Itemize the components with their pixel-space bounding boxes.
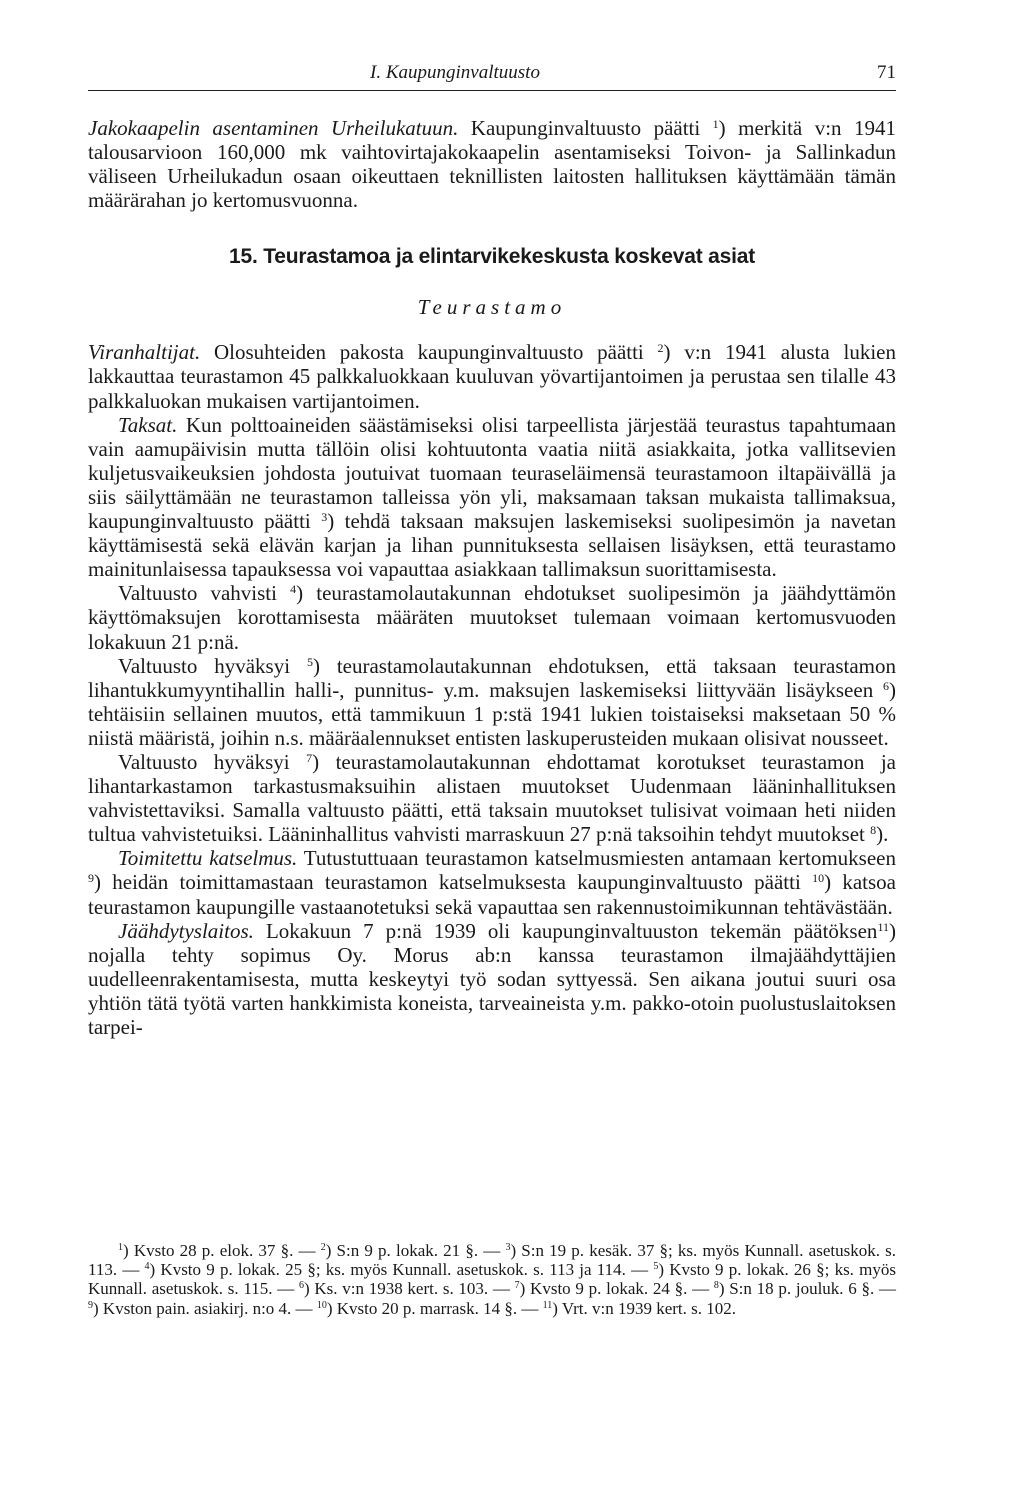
footnote-number: 6	[298, 1280, 304, 1292]
paragraph-text: ).	[876, 822, 889, 847]
paragraph-text: ) merkitä v:n 1941 talousarvioon 160,000 mk vaihtovirtajakokaapelin asentamiseksi Toivon- ja Sallinkadun väliseen Urheilukadun osaan oikeuttaen teknillisten laitosten hallituksen käyttämään tämän määrärahan jo kertomusvuonna.	[88, 116, 896, 213]
paragraph-text: Lokakuun 7 p:nä 1939 oli kaupunginvaltuuston tekemän päätöksen	[253, 918, 878, 943]
footnote-ref: 11	[877, 919, 889, 934]
footnote-ref: 1	[712, 117, 719, 131]
paragraph-text: Kun polttoaineiden säästämiseksi olisi tarpeellista järjestää teurastus tapahtumaan vain aamupäivisin mutta tällöin olisi kohtuutonta vaatia niitä asiakkaita, jotka vallitsevien kuljetusvaikeuksien johdosta joutuivat tuomaan teuraseläimensä teurastamoon iltapäivällä ja siis säilyttämään ne teurastamon talleissa yön yli, maksamaan taksan mukaista tallimaksua, kaupunginvaltuusto päätti	[88, 412, 896, 534]
paragraph-text: ) teurastamolautakunnan ehdotuksen, että taksaan teurastamon lihantukkumyyntihallin halli-, punnitus- y.m. maksujen laskemiseksi liittyvään lisäykseen	[88, 653, 896, 702]
footnote-ref: 10	[812, 871, 825, 886]
footnotes	[88, 1241, 896, 1318]
paragraph-text: Olosuhteiden pakosta kaupunginvaltuusto päätti	[200, 340, 658, 365]
footnote-entry: ) Vrt. v:n 1939 kert. s. 102.	[552, 1298, 736, 1318]
paragraph-lead: Toimitettu katselmus.	[118, 846, 298, 871]
footnote-number: 4	[144, 1261, 150, 1273]
footnote-entry: ) S:n 18 p. jouluk. 6 §. —	[718, 1279, 896, 1299]
paragraph-text: Valtuusto hyväksyi	[118, 653, 307, 678]
footnote-entry: ) S:n 19 p. kesäk. 37 §; ks. myös Kunnall. asetuskok. s. 113. —	[88, 1241, 897, 1280]
footnote-number: 5	[653, 1261, 659, 1273]
footnote-ref: 7	[306, 750, 313, 765]
footnote-entry: ) S:n 9 p. lokak. 21 §. —	[325, 1241, 506, 1260]
paragraph-text: ) tehtäisiin sellainen muutos, että tammikuun 1 p:stä 1941 lukien toistaiseksi maksetaan 50 % niistä määristä, joihin n.s. määräalennukset entisten laskuperusteiden mukaan olisivat nousseet.	[88, 677, 896, 750]
paragraph-lead: Jakokaapelin asentaminen Urheilukatuun.	[88, 116, 459, 140]
paragraph-text: ) katsoa teurastamon kaupungille vastaanotetuksi sekä vapauttaa sen rakennustoimikunnan tehtävästään.	[88, 870, 896, 919]
paragraph-lihantukkumyyntihalli	[88, 654, 896, 750]
footnote-ref: 4	[290, 582, 297, 597]
paragraph-viranhaltijat	[88, 340, 896, 412]
footnote-entry: ) Kvsto 9 p. lokak. 25 §; ks. myös Kunnall. asetuskok. s. 113 ja 114. —	[149, 1260, 654, 1280]
footnote-ref: 5	[306, 654, 313, 669]
paragraph-text: ) v:n 1941 alusta lukien lakkauttaa teurastamon 45 palkkaluokkaan kuuluvan yövartijantoimen ja perustaa sen tilalle 43 palkkaluokan mukaisen vartijantoimen.	[88, 340, 896, 413]
footnote-number: 7	[514, 1280, 520, 1292]
paragraph-text: Kaupunginvaltuusto päätti	[458, 116, 713, 140]
footnote-number: 10	[316, 1299, 327, 1311]
footnote-entry: ) Kvsto 20 p. marrask. 14 §. —	[326, 1298, 543, 1318]
footnote-number: 9	[88, 1299, 93, 1311]
paragraph-taksat	[88, 413, 896, 582]
paragraph-text: Valtuusto hyväksyi	[118, 749, 307, 774]
paragraph-tarkastusmaksut	[88, 750, 896, 846]
paragraph-text: ) teurastamolautakunnan ehdottamat korotukset teurastamon ja lihantarkastamon tarkastusmaksuihin alistaen muutokset Uudenmaan lääninhallituksen vahvistettaviksi. Samalla valtuusto päätti, että taksain muutokset tulisivat voimaan heti niiden tultua vahvistetuiksi. Lääninhallitus vahvisti marraskuun 27 p:nä taksoihin tehdyt muutokset	[88, 749, 897, 847]
paragraph-text: Tutustuttuaan teurastamon katselmusmiesten antamaan kertomukseen	[297, 846, 896, 871]
footnote-text	[88, 1241, 896, 1318]
paragraph-lead: Taksat.	[118, 412, 178, 437]
footnote-ref: 3	[321, 510, 328, 525]
footnote-entry: ) Kvston pain. asiakirj. n:o 4. —	[93, 1298, 317, 1318]
footnote-ref: 8	[870, 823, 877, 838]
paragraph-katselmus	[88, 846, 896, 918]
paragraph-lead: Viranhaltijat.	[88, 340, 201, 365]
paragraph-lead: Jäähdytyslaitos.	[118, 918, 254, 943]
paragraph-text: ) tehdä taksaan maksujen laskemiseksi suolipesimön ja navetan käyttämisestä sekä elävän karjan ja lihan punnituksesta sellaisen lisäyksen, että teurastamo mainitunlaisessa tapauksessa voi vapauttaa asiakkaan tallimaksun suorittamisesta.	[88, 509, 896, 582]
paragraph-jakokaapeli	[88, 116, 896, 212]
footnote-ref: 9	[88, 871, 94, 886]
section-heading: 15. Teurastamoa ja elintarvikekeskusta koskevat asiat	[229, 245, 755, 269]
footnote-number: 8	[713, 1280, 719, 1292]
footnote-entry: ) Kvsto 9 p. lokak. 26 §; ks. myös Kunnall. asetuskok. s. 115. —	[88, 1260, 896, 1299]
footnote-number: 2	[320, 1242, 326, 1253]
running-header	[88, 62, 896, 91]
footnote-number: 3	[505, 1242, 511, 1253]
paragraph-text: ) heidän toimittamastaan teurastamon katselmuksesta kaupunginvaltuusto päätti	[94, 870, 813, 895]
footnote-entry: ) Kvsto 9 p. lokak. 24 §. —	[519, 1279, 714, 1299]
paragraph-text: ) teurastamolautakunnan ehdotukset suolipesimön ja jäähdyttämön käyttömaksujen korottamisesta määräten muutokset tulemaan voimaan kertomusvuoden lokakuun 21 p:nä.	[88, 581, 896, 654]
footnote-number: 11	[542, 1299, 553, 1311]
subsection-heading: Teurastamo	[417, 295, 567, 320]
footnote-entry: ) Ks. v:n 1938 kert. s. 103. —	[303, 1279, 515, 1299]
paragraph-suolipesimo	[88, 581, 896, 653]
footnote-entry: ) Kvsto 28 p. elok. 37 §. —	[123, 1241, 321, 1260]
footnote-number: 1	[118, 1242, 123, 1253]
footnote-ref: 2	[657, 341, 664, 356]
page-number: 71	[877, 62, 896, 83]
footnote-ref: 6	[883, 678, 889, 693]
body-text	[88, 116, 896, 1039]
running-header-title: I. Kaupunginvaltuusto	[370, 62, 540, 83]
paragraph-jaahdytyslaitos	[88, 919, 896, 1039]
paragraph-text: ) nojalla tehty sopimus Oy. Morus ab:n kanssa teurastamon ilmajäähdyttäjien uudelleenrakentamisesta, mutta keskeytyi työ sodan syttyessä. Sen aikana joutui suuri osa yhtiön tätä työtä varten hankkimista koneista, tarveaineista y.m. pakko-otoin puolustuslaitoksen tarpei-	[88, 918, 896, 1039]
paragraph-text: Valtuusto vahvisti	[118, 581, 291, 606]
